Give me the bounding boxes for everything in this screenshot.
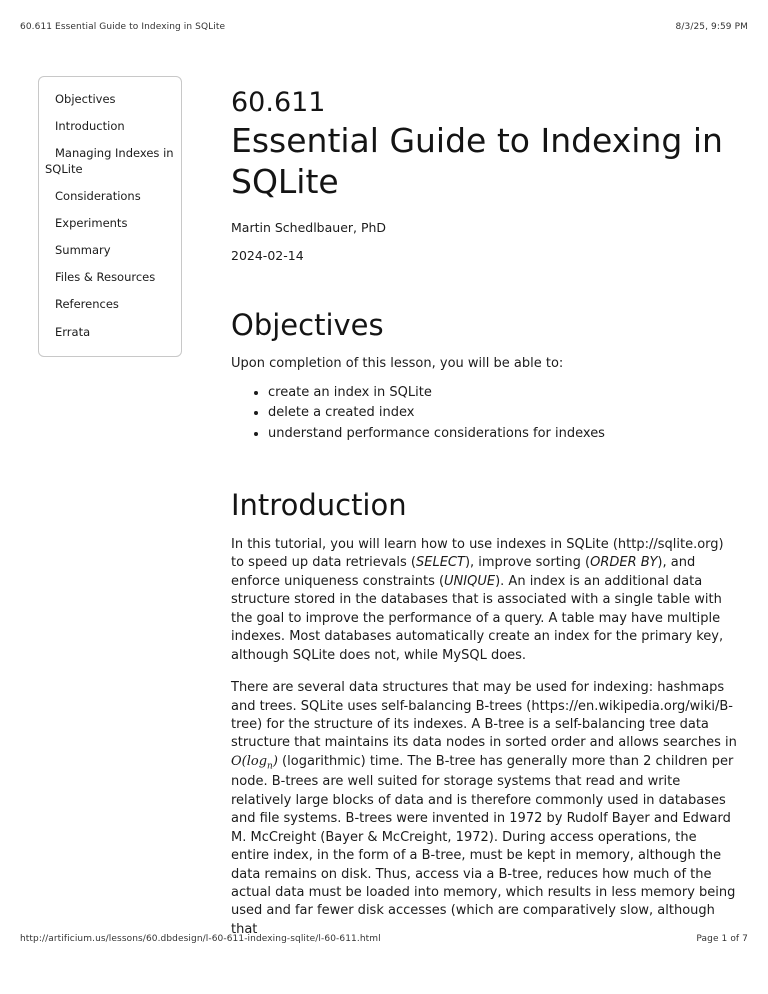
toc-item[interactable]: Managing Indexes in SQLite <box>45 146 174 176</box>
page-title: Essential Guide to Indexing in SQLite <box>231 121 723 202</box>
section-heading-objectives: Objectives <box>231 307 384 342</box>
print-header-title: 60.611 Essential Guide to Indexing in SQLite <box>20 22 226 32</box>
objective-list-item: • create an index in SQLite <box>268 384 737 402</box>
footer-url: http://artificium.us/lessons/60.dbdesign/l-60-611-indexing-sqlite/l-60-611.html <box>20 934 381 944</box>
objective-list-item: • understand performance considerations for indexes <box>268 425 737 443</box>
print-footer <box>20 934 748 944</box>
document-body <box>231 76 737 953</box>
table-of-contents <box>38 76 182 357</box>
print-header-datetime: 8/3/25, 9:59 PM <box>675 22 748 32</box>
toc-item[interactable]: Summary <box>55 243 111 258</box>
print-header <box>20 22 748 32</box>
section-heading-introduction: Introduction <box>231 488 407 523</box>
toc-item[interactable]: Considerations <box>55 188 141 203</box>
toc-item[interactable]: Experiments <box>55 215 128 230</box>
page-content <box>38 76 737 953</box>
objective-list-item: • delete a created index <box>268 404 737 422</box>
toc-item[interactable]: Introduction <box>55 119 125 134</box>
objectives-list <box>268 384 737 443</box>
page-number: Page 1 of 7 <box>696 934 748 944</box>
toc-item[interactable]: Objectives <box>55 92 116 106</box>
introduction-paragraph-1: In this tutorial, you will learn how to use indexes in SQLite (http://sqlite.org) to speed up data retrievals (SELECT), improve sorting (ORDER BY), and enforce uniqueness constraints (UNIQUE). An index is an additional data structure stored in the databases that is associated with a single table with the goal to improve the performance of a query. A table may have multiple indexes. Most databases automatically create an index for the primary key, although SQLite does not, while MySQL does. <box>231 536 724 663</box>
author: Martin Schedlbauer, PhD <box>231 219 387 235</box>
objectives-intro: Upon completion of this lesson, you will be able to: <box>231 356 564 372</box>
publish-date: 2024-02-14 <box>231 247 304 263</box>
toc-item[interactable]: Errata <box>55 324 91 339</box>
course-number: 60.611 <box>231 87 326 118</box>
toc-item[interactable]: Files & Resources <box>55 270 156 285</box>
toc-item[interactable]: References <box>55 297 119 312</box>
introduction-paragraph-2: There are several data structures that may be used for indexing: hashmaps and trees. SQLite uses self-balancing B-trees (https://en.wikipedia.org/wiki/B-tree) for the structure of its indexes. A B-tree is a self-balancing tree data structure that maintains its data nodes in sorted order and allows searches in $O(\log_n)$ (logarithmic) time. The B-tree has generally more than 2 children per node. B-trees are well suited for storage systems that read and write relatively large blocks of data and is therefore commonly used in databases and file systems. B-trees were invented in 1972 by Rudolf Bayer and Edward M. McCreight (Bayer & McCreight, 1972). During access operations, the entire index, in the form of a B-tree, must be kept in memory, although the data remains on disk. Thus, access via a B-tree, reduces how much of the actual data must be loaded into memory, which results in less memory being used and far fewer disk accesses (which are comparatively slow, although that <box>231 680 737 937</box>
